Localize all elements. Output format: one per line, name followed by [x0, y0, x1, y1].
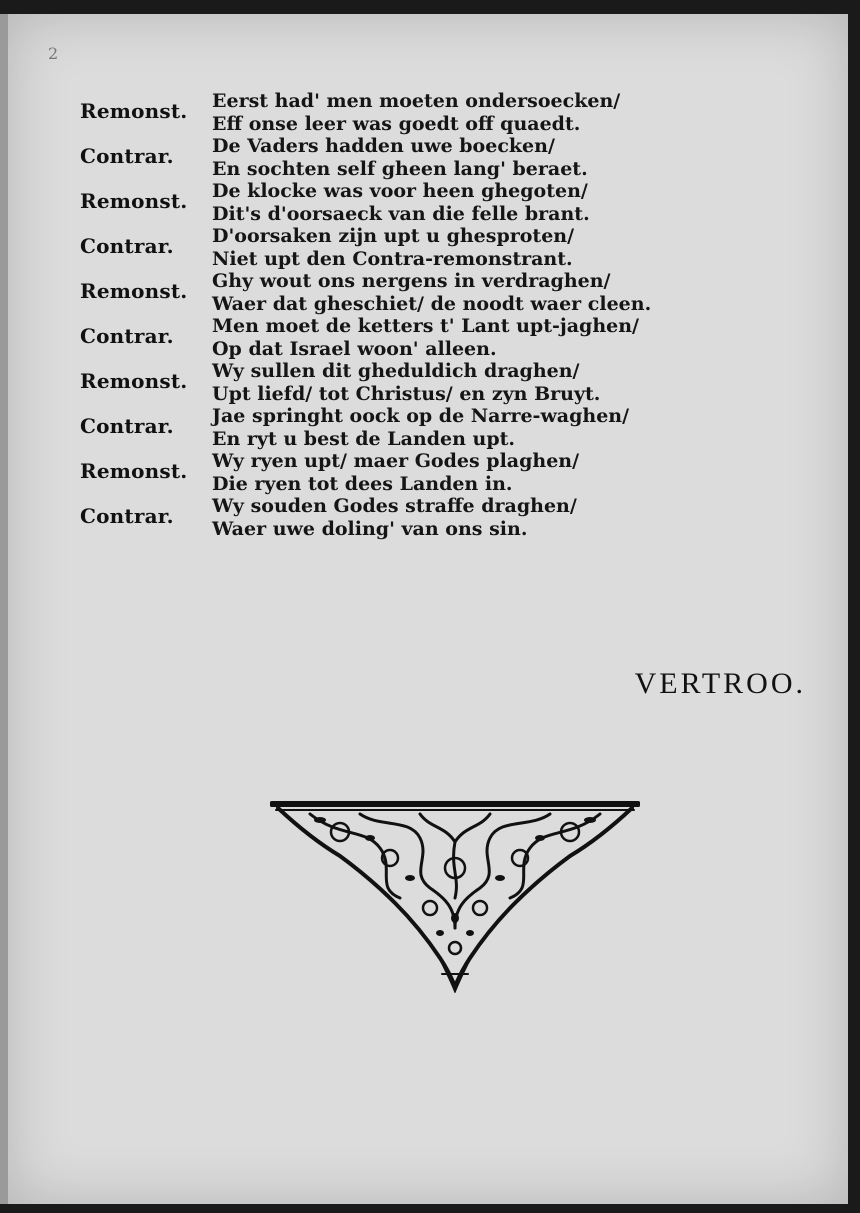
verse-line: Dit's d'oorsaeck van die felle brant.	[212, 202, 590, 225]
speaker-label: Contrar.	[80, 414, 174, 438]
verse-stanza	[80, 495, 700, 540]
speaker-label: Contrar.	[80, 234, 174, 258]
verse-line: Niet upt den Contra-remonstrant.	[212, 247, 573, 270]
document-page	[8, 14, 848, 1204]
speaker-label: Contrar.	[80, 504, 174, 528]
verse-line: Eerst had' men moeten ondersoecken/	[212, 90, 621, 112]
verse-stanza	[80, 360, 700, 405]
speaker-label: Contrar.	[80, 324, 174, 348]
verse-stanza	[80, 180, 700, 225]
verse-line: Waer uwe doling' van ons sin.	[212, 517, 528, 540]
verse-line: Die ryen tot dees Landen in.	[212, 472, 513, 495]
verse-line: Wy ryen upt/ maer Godes plaghen/	[212, 450, 580, 472]
speaker-label: Remonst.	[80, 189, 188, 213]
speaker-label: Contrar.	[80, 144, 174, 168]
verse-stanza	[80, 225, 700, 270]
verse-stanza	[80, 315, 700, 360]
verse-line: Wy sullen dit gheduldich draghen/	[212, 360, 580, 382]
verse-line: Jae springht oock op de Narre-waghen/	[212, 405, 630, 427]
verse-line: Wy souden Godes straffe draghen/	[212, 495, 577, 517]
show-through-margin	[716, 74, 826, 344]
page-number: 2	[48, 44, 59, 63]
verse-stanza	[80, 270, 700, 315]
verse-line: Waer dat gheschiet/ de noodt waer cleen.	[212, 292, 652, 315]
verse-stanza	[80, 135, 700, 180]
closing-word: VERTROO.	[634, 667, 806, 700]
verse-stanza	[80, 90, 700, 135]
triangular-floral-tailpiece-icon	[270, 798, 640, 993]
verse-line: Eff onse leer was goedt off quaedt.	[212, 112, 581, 135]
verse-line: Men moet de ketters t' Lant upt-jaghen/	[212, 315, 639, 337]
speaker-label: Remonst.	[80, 279, 188, 303]
verse-line: De Vaders hadden uwe boecken/	[212, 135, 555, 157]
verse-line: Ghy wout ons nergens in verdraghen/	[212, 270, 611, 292]
speaker-label: Remonst.	[80, 99, 188, 123]
verse-line: En sochten self gheen lang' beraet.	[212, 157, 588, 180]
speaker-label: Remonst.	[80, 459, 188, 483]
verse-line: D'oorsaken zijn upt u ghesproten/	[212, 225, 575, 247]
dialogue-verse	[80, 90, 700, 540]
page-edge-strip	[0, 14, 8, 1204]
verse-stanza	[80, 405, 700, 450]
speaker-label: Remonst.	[80, 369, 188, 393]
verse-line: Op dat Israel woon' alleen.	[212, 337, 497, 360]
verse-line: En ryt u best de Landen upt.	[212, 427, 516, 450]
verse-line: Upt liefd/ tot Christus/ en zyn Bruyt.	[212, 382, 601, 405]
verse-stanza	[80, 450, 700, 495]
verse-line: De klocke was voor heen ghegoten/	[212, 180, 588, 202]
